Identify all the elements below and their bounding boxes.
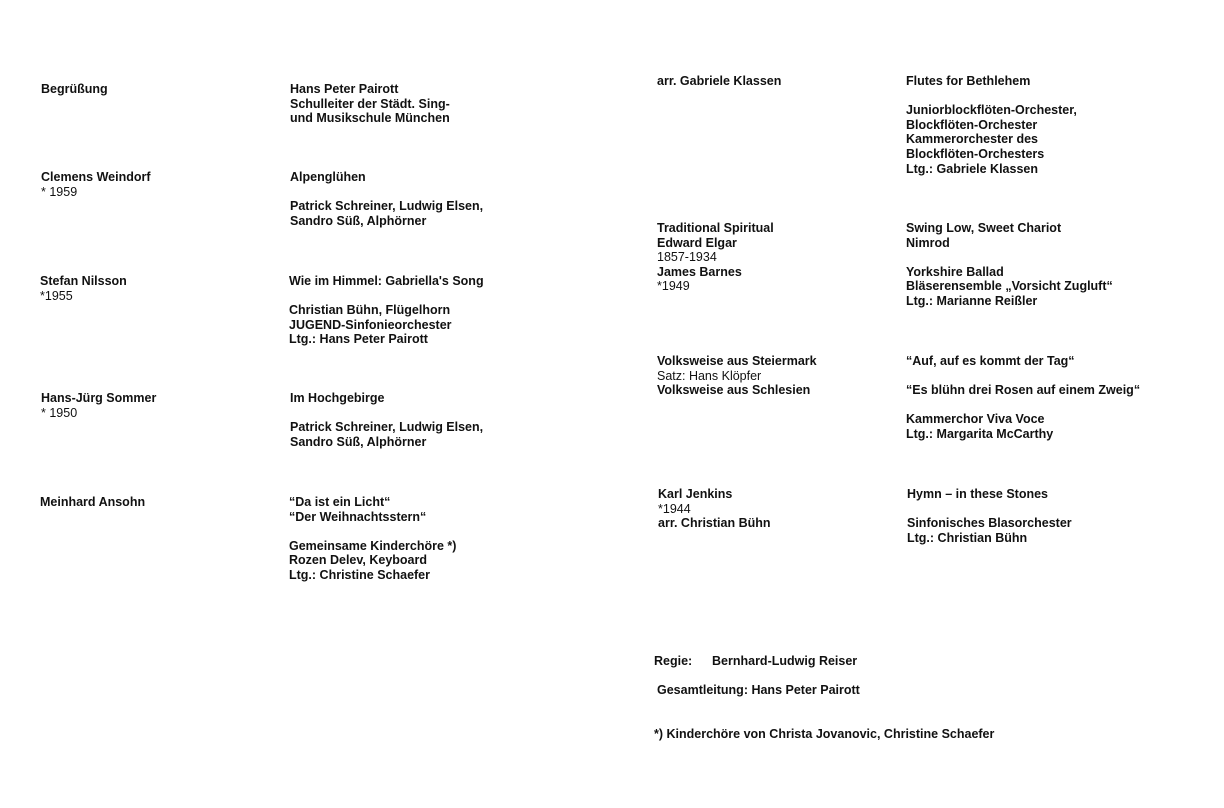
work-title: “Auf, auf es kommt der Tag“ [906,354,1075,368]
composer-nilsson [40,274,127,303]
performer-line: Ltg.: Gabriele Klassen [906,161,1038,176]
arranger: Satz: Hans Klöpfer [657,368,762,383]
credit-regie [654,654,857,669]
performer-line: Kammerorchester des [906,132,1039,147]
performer-line: Rozen Delev, Keyboard [289,553,428,568]
performer-line: Ltg.: Hans Peter Pairott [289,332,428,347]
work-title: “Der Weihnachtsstern“ [289,509,427,524]
composer-years: 1857-1934 [657,250,717,265]
work-da-ist-ein-licht [289,495,456,583]
work-title: Hymn – in these Stones [907,487,1049,501]
composer-name: Begrüßung [41,82,108,96]
work-alpengluehen [290,170,483,228]
composer-name: James Barnes [657,264,742,279]
work-title: Alpenglühen [290,170,366,184]
work-gabriellas-song [289,274,484,347]
composer-name: Karl Jenkins [658,487,733,501]
composer-name: Volksweise aus Steiermark [657,354,817,368]
performer-line: Ltg.: Christian Bühn [907,530,1028,545]
composer-name: Traditional Spiritual [657,221,774,235]
composer-spiritual-elgar-barnes [657,221,774,294]
work-title: Nimrod [906,235,950,250]
work-hymn [907,487,1072,545]
gesamtleitung-text: Gesamtleitung: Hans Peter Pairott [657,683,860,697]
composer-klassen [657,74,781,89]
work-title: “Da ist ein Licht“ [289,495,391,509]
performer-line: JUGEND-Sinfonieorchester [289,317,452,332]
composer-name: Meinhard Ansohn [40,495,146,509]
composer-name: Stefan Nilsson [40,274,127,288]
composer-years: *1949 [657,279,690,294]
work-title: Yorkshire Ballad [906,264,1004,279]
performer-line: Bläserensemble „Vorsicht Zugluft“ [906,279,1113,294]
performer-line: Sandro Süß, Alphörner [290,434,427,449]
composer-name: Edward Elgar [657,235,737,250]
work-title: Swing Low, Sweet Chariot [906,221,1062,235]
composer-jenkins [658,487,771,531]
work-swing-low-nimrod [906,221,1113,309]
composer-sommer [41,391,156,420]
footnote-text: *) Kinderchöre von Christa Jovanovic, Christine Schaefer [654,727,995,741]
work-volkslieder [906,354,1140,442]
composer-name: Volksweise aus Schlesien [657,383,811,398]
performer-line: Ltg.: Marianne Reißler [906,293,1038,308]
performer-line: Blockflöten-Orchester [906,117,1038,132]
performer-line: Ltg.: Christine Schaefer [289,567,430,582]
performer-line: Juniorblockflöten-Orchester, [906,103,1077,118]
composer-name: Clemens Weindorf [41,170,151,184]
composer-years: * 1959 [41,184,78,199]
work-flutes-for-bethlehem [906,74,1077,176]
composer-volksweisen [657,354,817,398]
composer-years: *1944 [658,501,691,516]
performer-line: Blockflöten-Orchesters [906,146,1045,161]
performer-line: Christian Bühn, Flügelhorn [289,303,451,318]
performer-line: Kammerchor Viva Voce [906,412,1045,427]
performer-line: Patrick Schreiner, Ludwig Elsen, [290,199,484,214]
performer-line: Gemeinsame Kinderchöre *) [289,538,457,553]
work-begruessung [290,82,450,126]
composer-ansohn [40,495,145,510]
performer-line: Sandro Süß, Alphörner [290,213,427,228]
speaker-title-line1: Schulleiter der Städt. Sing- [290,96,450,111]
composer-years: * 1950 [41,405,78,420]
work-im-hochgebirge [290,391,483,449]
speaker-title-line2: und Musikschule München [290,111,450,126]
footnote [654,727,994,742]
composer-name: arr. Gabriele Klassen [657,74,782,88]
composer-name: Hans-Jürg Sommer [41,391,157,405]
arranger: arr. Christian Bühn [658,516,771,531]
work-title: Wie im Himmel: Gabriella's Song [289,274,484,288]
performer-line: Sinfonisches Blasorchester [907,516,1072,531]
speaker-name: Hans Peter Pairott [290,82,399,96]
regie-label: Regie: [654,654,693,668]
composer-years: *1955 [40,288,73,303]
work-title: “Es blühn drei Rosen auf einem Zweig“ [906,383,1141,398]
credit-gesamtleitung [657,683,860,698]
work-title: Im Hochgebirge [290,391,385,405]
regie-name: Bernhard-Ludwig Reiser [712,654,858,668]
composer-begruessung [41,82,108,97]
performer-line: Ltg.: Margarita McCarthy [906,426,1054,441]
composer-weindorf [41,170,151,199]
work-title: Flutes for Bethlehem [906,74,1031,88]
performer-line: Patrick Schreiner, Ludwig Elsen, [290,420,484,435]
